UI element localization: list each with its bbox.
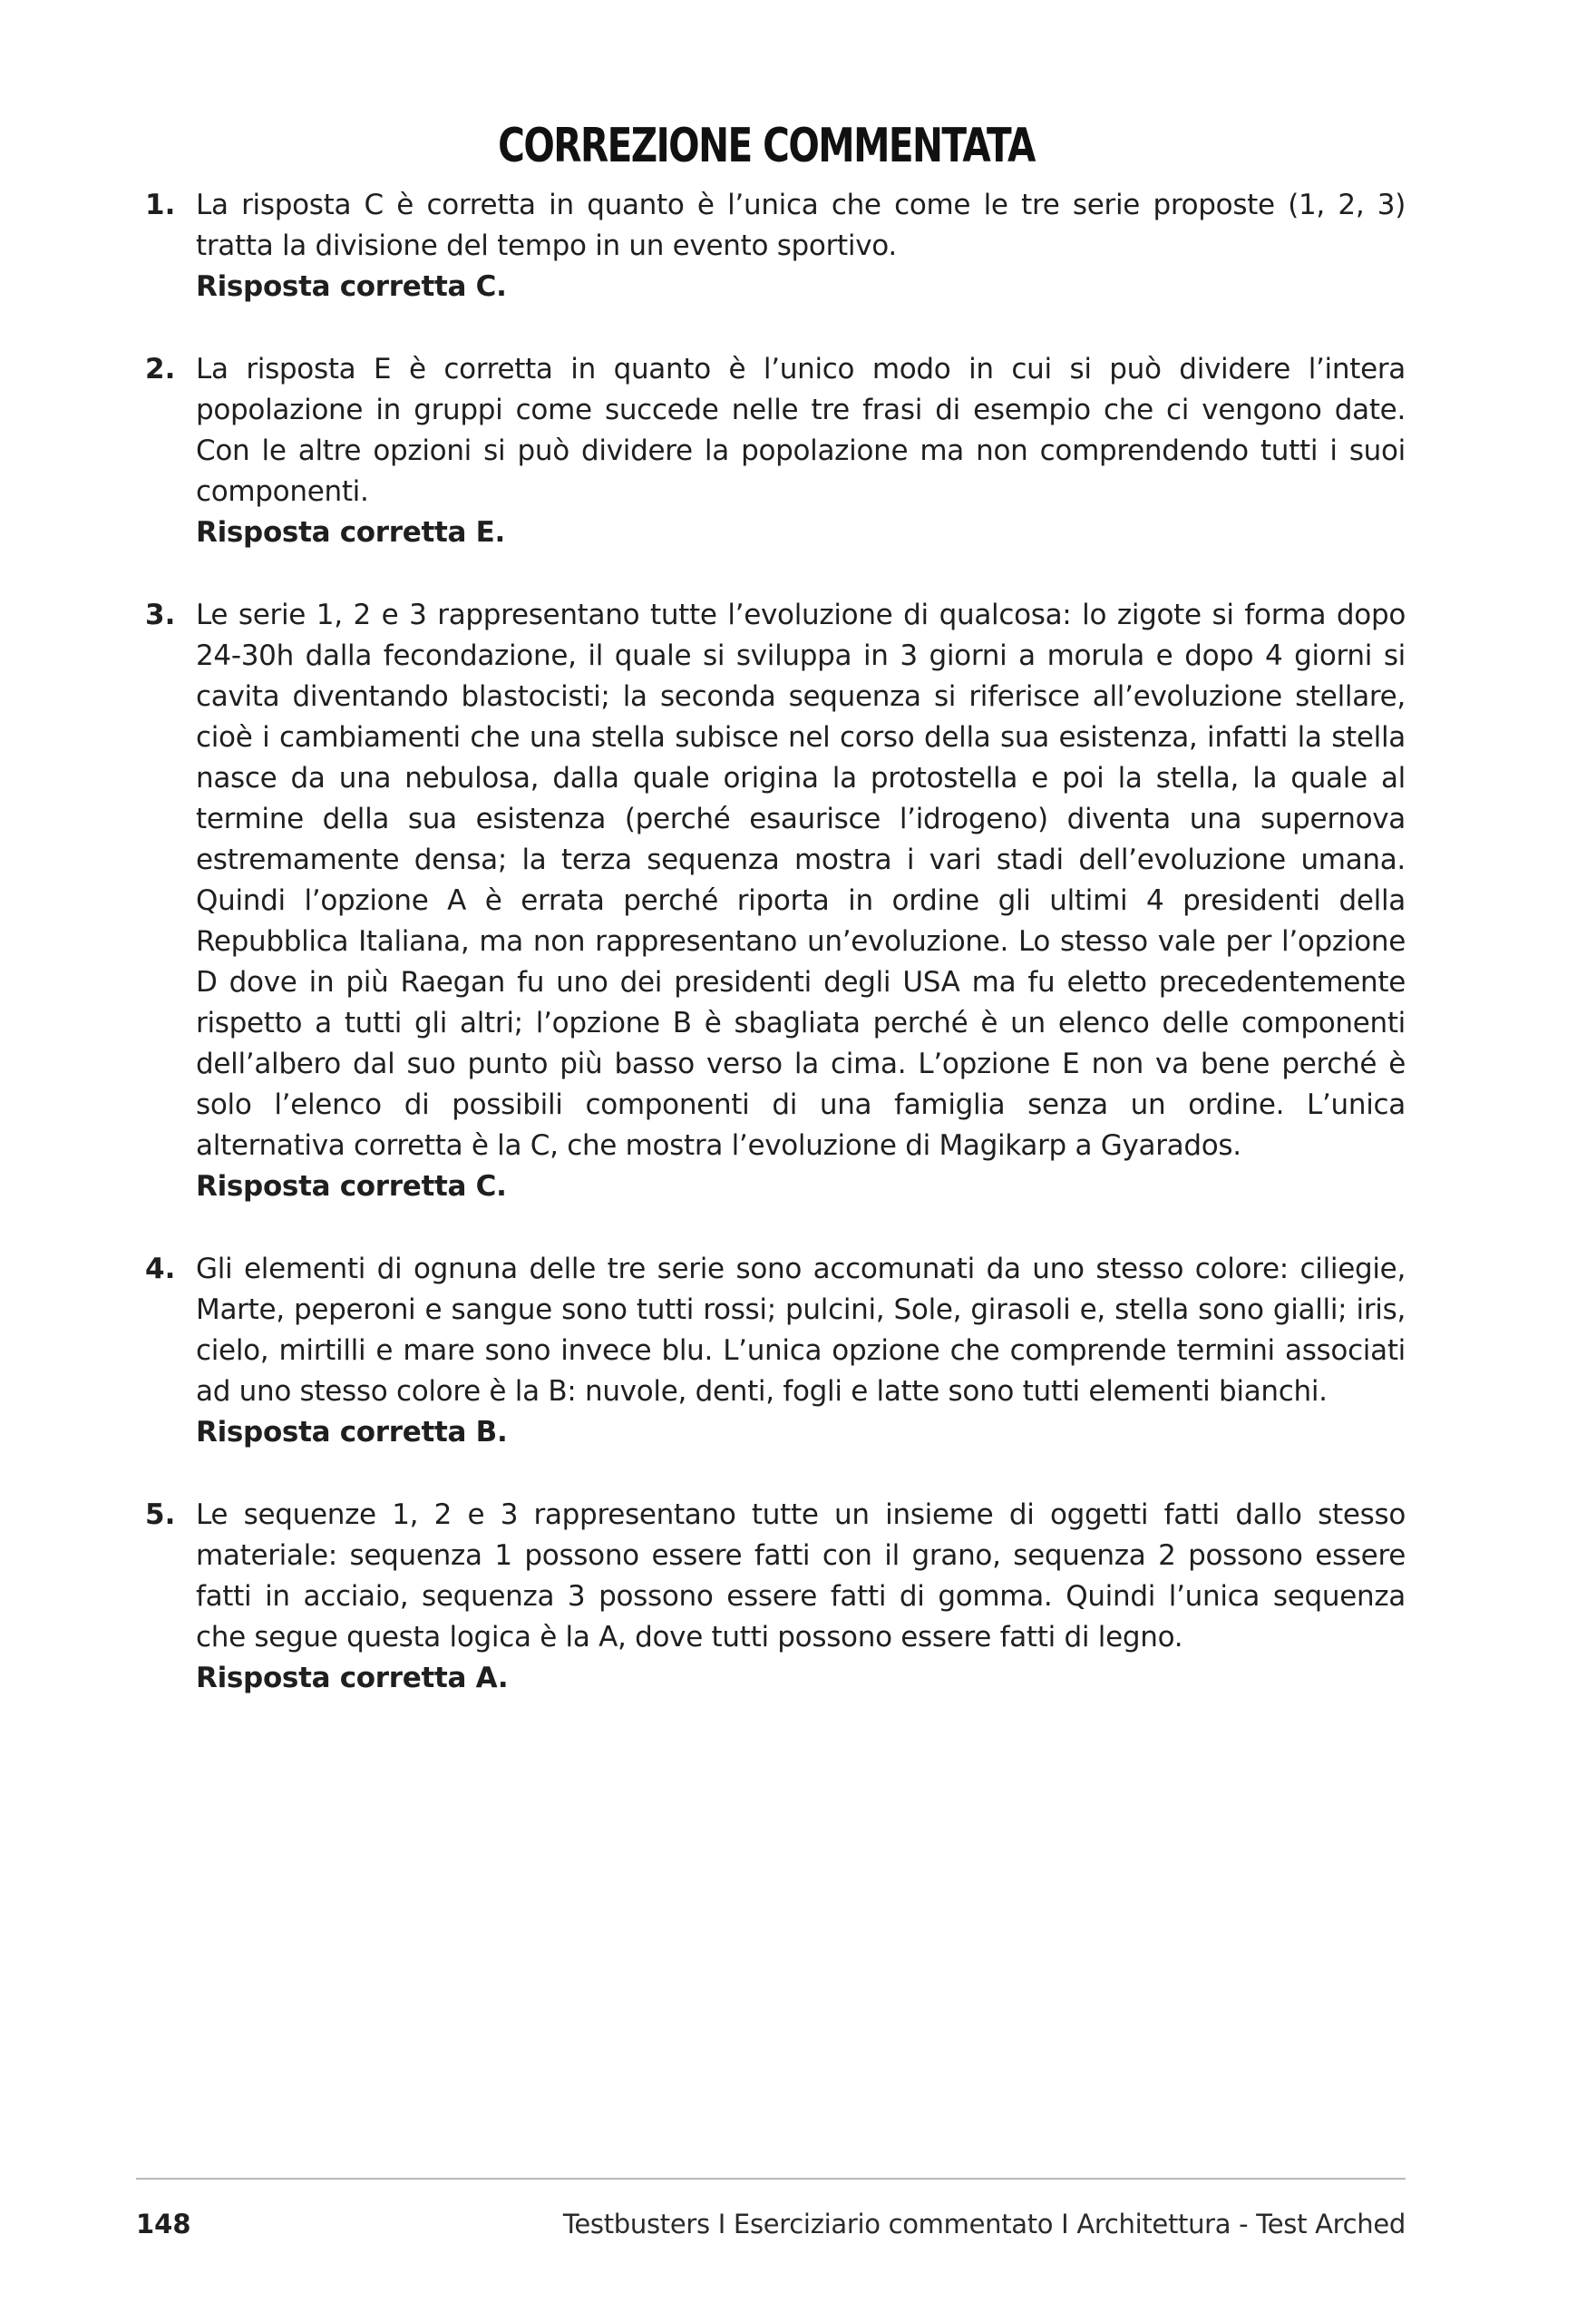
answer-list — [145, 185, 1406, 1741]
answer-number: 1. — [145, 189, 176, 221]
footer-credit: Testbusters I Eserciziario commentato I Architettura - Test Arched — [562, 2209, 1406, 2239]
answer-explanation: Le serie 1, 2 e 3 rappresentano tutte l’evoluzione di qualcosa: lo zigote si forma dopo 24-30h dalla fecondazione, il quale si sviluppa in 3 giorni a morula e dopo 4 giorni si cavita diventando blastocisti; la seconda sequenza si riferisce all’evoluzione stellare, cioè i cambiamenti che una stella subisce nel corso della sua esistenza, infatti la stella nasce da una nebulosa, dalla quale origina la protostella e poi la stella, la quale al termine della sua esistenza (perché esaurisce l’idrogeno) diventa una supernova estremamente densa; la terza sequenza mostra i vari stadi dell’evoluzione umana. Quindi l’opzione A è errata perché riporta in ordine gli ultimi 4 presidenti della Repubblica Italiana, ma non rappresentano un’evoluzione. Lo stesso vale per l’opzione D dove in più Raegan fu uno dei presidenti degli USA ma fu eletto precedentemente rispetto a tutti gli altri; l’opzione B è sbagliata perché è un elenco delle componenti dell’albero dal suo punto più basso verso la cima. L’opzione E non va bene perché è solo l’elenco di possibili componenti di una famiglia senza un ordine. L’unica alternativa corretta è la C, che mostra l’evoluzione di Magikarp a Gyarados. — [196, 599, 1406, 1162]
correct-answer-label: Risposta corretta C. — [196, 270, 507, 303]
answer-explanation: Gli elementi di ognuna delle tre serie sono accomunati da uno stesso colore: ciliegie, Marte, peperoni e sangue sono tutti rossi; pulcini, Sole, girasoli e, stella sono gialli; iris, cielo, mirtilli e mare sono invece blu. L’unica opzione che comprende termini associati ad uno stesso colore è la B: nuvole, denti, fogli e latte sono tutti elementi bianchi. — [196, 1253, 1406, 1408]
answer-explanation: Le sequenze 1, 2 e 3 rappresentano tutte un insieme di oggetti fatti dallo stesso materiale: sequenza 1 possono essere fatti con il grano, sequenza 2 possono essere fatti in acciaio, sequenza 3 possono essere fatti di gomma. Quindi l’unica sequenza che segue questa logica è la A, dove tutti possono essere fatti di legno. — [196, 1498, 1406, 1654]
correct-answer-label: Risposta corretta A. — [196, 1662, 509, 1694]
answer-explanation: La risposta C è corretta in quanto è l’unica che come le tre serie proposte (1, 2, 3) tratta la divisione del tempo in un evento sportivo. — [196, 189, 1406, 262]
answer-item — [145, 349, 1406, 553]
page-title: CORREZIONE COMMENTATA — [498, 118, 1035, 173]
correct-answer-label: Risposta corretta E. — [196, 516, 505, 549]
answer-item — [145, 185, 1406, 307]
answer-number: 2. — [145, 353, 176, 385]
answer-item — [145, 1495, 1406, 1699]
correct-answer-label: Risposta corretta B. — [196, 1416, 508, 1449]
correct-answer-label: Risposta corretta C. — [196, 1170, 507, 1203]
answer-number: 5. — [145, 1498, 176, 1531]
footer-divider — [136, 2178, 1406, 2180]
answer-number: 4. — [145, 1253, 176, 1285]
page-number: 148 — [136, 2209, 191, 2239]
answer-item — [145, 595, 1406, 1207]
answer-number: 3. — [145, 599, 176, 631]
answer-explanation: La risposta E è corretta in quanto è l’unico modo in cui si può dividere l’intera popolazione in gruppi come succede nelle tre frasi di esempio che ci vengono date. Con le altre opzioni si può dividere la popolazione ma non comprendendo tutti i suoi componenti. — [196, 353, 1406, 508]
answer-item — [145, 1249, 1406, 1453]
